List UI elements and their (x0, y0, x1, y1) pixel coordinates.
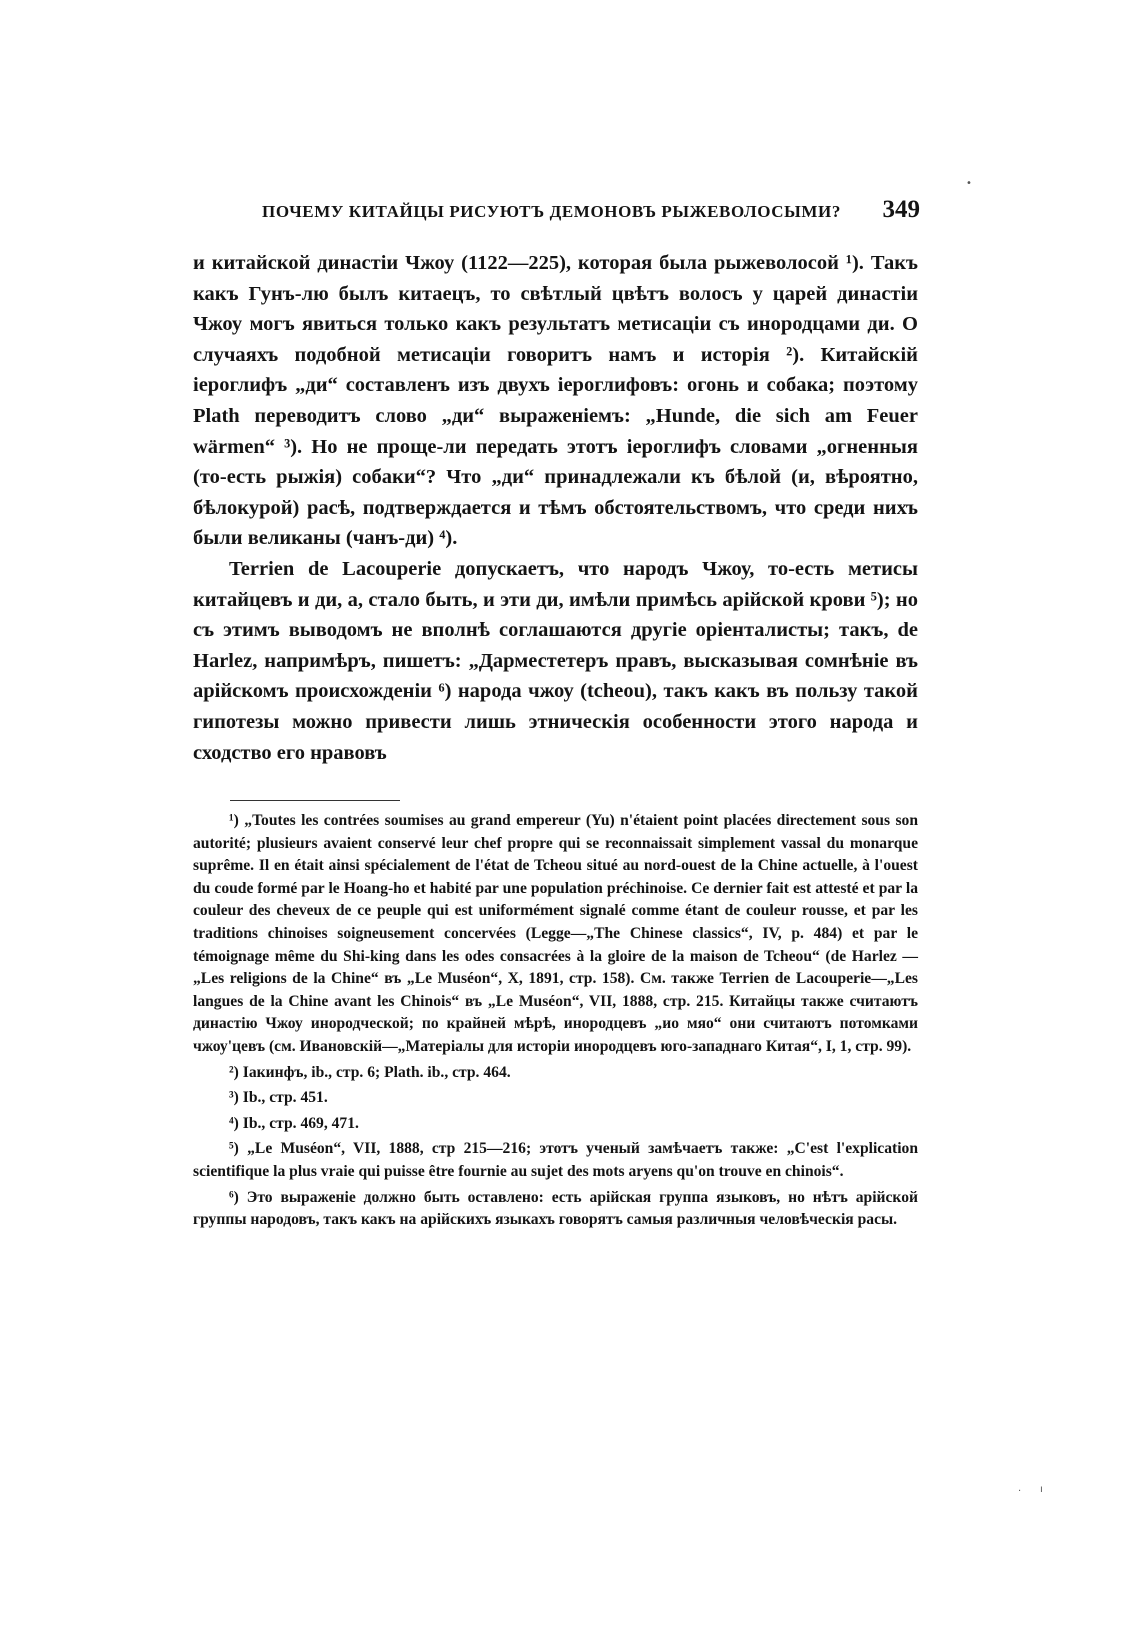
scan-speck: · (1018, 1486, 1022, 1497)
footnote-5: ⁵) „Le Muséon“, VII, 1888, стр 215—216; этотъ ученый замѣчаетъ также: „C'est l'explication scientifique la plus vraie qui puisse être fournie au sujet des mots aryens qu'on trouve en chinois“. (193, 1140, 918, 1180)
page-number: 349 (882, 196, 920, 223)
footnote-3: ³) Ib., стр. 451. (229, 1089, 328, 1107)
paragraph-continued: и китайской династіи Чжоу (1122—225), которая была рыжеволосой ¹). Такъ какъ Гунъ-лю былъ китаецъ, то свѣтлый цвѣтъ волосъ у царей династіи Чжоу могъ явиться только какъ результатъ метисаціи съ инородцами ди. О случаяхъ подобной метисаціи говоритъ намъ и исторія ²). Китайскій іероглифъ „ди“ составленъ изъ двухъ іероглифовъ: огонь и собака; поэтому Plath переводитъ слово „ди“ выраженіемъ: „Hunde, die sich am Feuer wärmen“ ³). Но не проще-ли передать этотъ іероглифъ словами „огненныя (то-есть рыжія) собаки“? Что „ди“ принадлежали къ бѣлой (и, вѣроятно, бѣлокурой) расѣ, подтверждается и тѣмъ обстоятельствомъ, что среди нихъ были великаны (чанъ-ди) ⁴). (193, 252, 918, 550)
running-head (262, 196, 920, 224)
footnote-2: ²) Іакинфъ, ib., стр. 6; Plath. ib., стр. 464. (229, 1063, 511, 1081)
main-text (193, 248, 918, 768)
scan-speck: ı (1040, 1484, 1043, 1495)
footnote-separator (230, 800, 400, 801)
running-title: ПОЧЕМУ КИТАЙЦЫ РИСУЮТЪ ДЕМОНОВЪ РЫЖЕВОЛОСЫМИ? (262, 202, 841, 221)
footnote-1: ¹) „Toutes les contrées soumises au grand empereur (Yu) n'étaient point placées directement sous son autorité; plusieurs avaient conservé leur chef propre qui se reconnaissait simplement vassal du monarque suprême. Il en était ainsi spécialement de l'état de Tcheou situé au nord-ouest de la Chine actuelle, à l'ouest du coude formé par le Hoang-ho et habité par une population préchinoise. Ce dernier fait est attesté et par la couleur des cheveux de ce peuple qui est uniformément signalé comme étant de couleur rousse, et par les traditions chinoises soigneusement concervées (Legge—„The Chinese classics“, IV, p. 484) et par le témoignage même du Shi-king dans les odes consacrées à la gloire de la maison de Tcheou“ (de Harlez — „Les religions de la Chine“ въ „Le Muséon“, X, 1891, стр. 158). См. также Terrien de Lacouperie—„Les langues de la Chine avant les Chinois“ въ „Le Muséon“, VII, 1888, стр. 215. Китайцы также считаютъ династію Чжоу инородческой; по крайней мѣрѣ, инородцевъ „ио мяо“ они считаютъ потомками чжоу'цевъ (см. Ивановскій—„Матеріалы для исторіи инородцевъ юго-западнаго Китая“, I, 1, стр. 99). (193, 812, 918, 1055)
footnotes (193, 810, 918, 1235)
footnote-6: ⁶) Это выраженіе должно быть оставлено: есть арійская группа языковъ, но нѣтъ арійской группы народовъ, такъ какъ на арійскихъ языкахъ говорятъ самыя различныя человѣческія расы. (193, 1188, 918, 1229)
paragraph: Terrien de Lacouperie допускаетъ, что народъ Чжоу, то-есть метисы китайцевъ и ди, а, стало быть, и эти ди, имѣли примѣсь арійской крови ⁵); но съ этимъ выводомъ не вполнѣ соглашаются другіе оріенталисты; такъ, de Harlez, напримѣръ, пишетъ: „Дарместетеръ правъ, высказывая сомнѣніе въ арійскомъ происхожденіи ⁶) народа чжоу (tcheou), такъ какъ въ пользу такой гипотезы можно привести лишь этническія особенности этого народа и сходство его нравовъ (193, 557, 918, 764)
footnote-4: ⁴) Ib., стр. 469, 471. (229, 1114, 359, 1132)
scan-speck: • (966, 178, 972, 189)
